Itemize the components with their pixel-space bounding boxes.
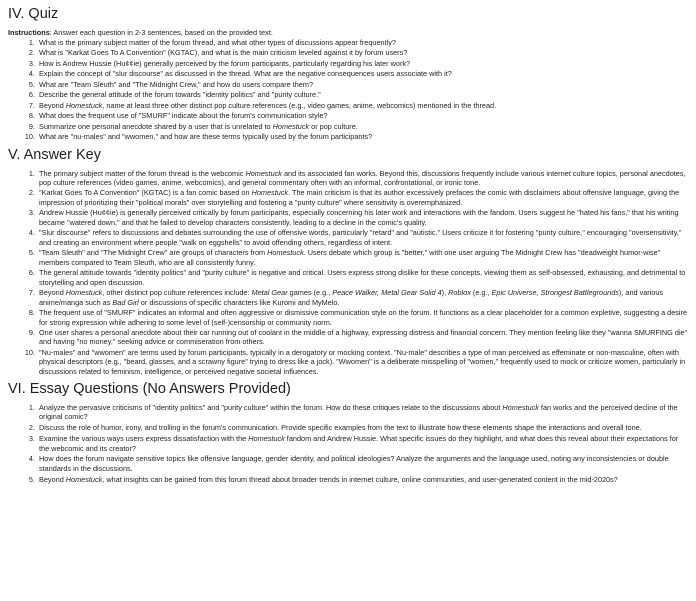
answer-key-list [8,169,690,377]
italic-title: Homestuck [248,433,285,443]
answer-item [37,248,690,267]
italic-title: Peace Walker, Metal Gear Solid 4 [332,287,442,297]
text-segment: fan works and the perceived decline of the original comic? [39,402,678,422]
text-segment: Examine the various ways users express dissatisfaction with the [39,433,249,443]
text-segment: ), and various anime/manga such as [39,287,664,307]
italic-title: Epic Universe, Strongest Battlegrounds [491,287,619,297]
italic-title: Bad Girl [112,297,139,307]
text-segment: Beyond [39,474,66,484]
text-segment: (e.g., [470,287,492,297]
answer-item: 6. The general attitude towards "identity politics" and "purity culture" is negative and critical. Users express strong dislike for these concepts, viewing them as self-obsessed, exhausting, and detrimental to storytelling and open discussion. [37,268,690,287]
quiz-instructions [8,28,690,38]
quiz-question-list [8,38,690,143]
text-segment: Beyond [39,100,66,110]
italic-title: Homestuck [65,287,103,297]
text-segment: . Users debate which group is "better," with one user arguing The Midnight Crew has "deadweight humor-wise" members compared to Team Sleuth, who are all consistently funny. [39,248,661,267]
quiz-question: 8. What does the frequent use of "SMURF" indicate about the forum's communication style? [37,111,690,122]
text-segment: Analyze the pervasive criticisms of "identity politics" and "purity culture" within the forum. How do these critiques relate to the discussions about [39,402,503,412]
quiz-question [37,101,690,112]
text-segment: The primary subject matter of the forum thread is the webcomic [39,168,246,178]
text-segment: "Karkat Goes To A Convention" (KGTAC) is a fan comic based on [39,188,252,198]
answer-key-heading: V. Answer Key [8,146,101,163]
instructions-label: Instructions [8,28,50,37]
text-segment: ), [441,287,449,297]
text-segment: and its associated fan works. Beyond this, discussions frequently include various internet culture topics, personal anecdotes, pop culture references (video games, anime, webcomics), and general commentary often with an informal, confrontational, or ironic tone. [39,168,686,188]
quiz-question: 10. What are "nu-males" and "wwomen," and how are these terms typically used by the forum participants? [37,132,690,143]
answer-item [37,288,690,307]
text-segment: "Team Sleuth" and "The Midnight Crew" are groups of characters from [39,248,268,258]
italic-title: Roblox [448,287,471,297]
quiz-question: 6. Describe the general attitude of the forum towards "identity politics" and "purity culture." [37,90,690,101]
text-segment: or discussions of specific characters like Kuromi and MyMelo. [138,297,340,307]
italic-title: Homestuck [245,168,282,178]
italic-title: Homestuck [65,100,103,110]
answer-key-section [8,147,690,377]
essay-section [8,381,690,485]
essay-question: 2. Discuss the role of humor, irony, and trolling in the forum's communication. Provide specific examples from the text to illustrate how these elements shape the interactions and overall tone. [37,423,690,433]
text-segment: , other distinct pop culture references include: [102,287,252,297]
essay-question: 4. How does the forum navigate sensitive topics like offensive language, gender identity, and political ideologies? Analyze the arguments and the language used, noting any inconsistencies or double standards in the discussions. [37,454,690,473]
italic-title: Homestuck [502,402,539,412]
essay-question-list [8,403,690,485]
instructions-text: : Answer each question in 2-3 sentences, based on the provided text. [49,28,273,37]
answer-item: 4. "Slur discourse" refers to discussions and debates surrounding the use of offensive words, particularly "retard" and "autistic." Users criticize it for fostering "purity culture," encouraging "oversensitivity," and creating an environment where people "walk on eggshells" to avoid offending others, regardless of intent. [37,228,690,247]
italic-title: Homestuck [251,188,289,198]
quiz-question: 4. Explain the concept of "slur discourse" as discussed in the thread. What are the negative consequences users associate with it? [37,69,690,80]
text-segment: or pop culture. [309,121,358,131]
answer-item [37,169,690,188]
quiz-question: 5. What are "Team Sleuth" and "The Midnight Crew," and how do users compare them? [37,80,690,91]
essay-question [37,434,690,453]
quiz-question: 2. What is "Karkat Goes To A Convention" (KGTAC), and what is the main criticism leveled against it by forum users? [37,48,690,59]
essay-question [37,403,690,422]
text-segment: Summarize one personal anecdote shared by a user that is unrelated to [39,121,273,131]
italic-title: Homestuck [65,474,103,484]
text-segment: , name at least three other distinct pop culture references (e.g., video games, anime, webcomics) mentioned in the thread. [102,100,497,110]
text-segment: Beyond [39,287,66,297]
quiz-question: 1. What is the primary subject matter of the forum thread, and what other types of discussions appear frequently? [37,38,690,49]
quiz-question [37,122,690,133]
quiz-section [8,6,690,143]
text-segment: . The main criticism is that its author excessively prefaces the comic with disclaimers about offensive language, giving the impression of prioritizing their "political morals" over storytelling and fostering a "purity culture" where sensitivity is overemphasized. [39,188,680,208]
text-segment: games (e.g., [287,287,333,297]
italic-title: Homestuck [272,121,310,131]
answer-item: 10. "Nu-males" and "wwomen" are terms used by forum participants, typically in a derogatory or mocking context. "Nu-male" describes a type of man perceived as effeminate or non-masculine, often with physical descriptors (e.g., "beard, glasses, and a scrawny figure" trying to dress like a jock). "Wwomen" is a deliberate misspelling of "women," frequently used to mock or criticize women, particularly in discussions related to feminism, intelligence, or perceived negative societal influences. [37,348,690,377]
answer-item: 9. One user shares a personal anecdote about their car running out of coolant in the middle of a highway, expressing distress and financial concern. They mention feeling like they "wanna SMURFING die" and having "no money," seeking advice or commiseration from others. [37,328,690,347]
italic-title: Homestuck [267,248,304,258]
text-segment: fandom and Andrew Hussie. What specific issues do they highlight, and what does this reveal about their expectations for the webcomic and its creator? [39,433,679,453]
essay-question [37,475,690,485]
quiz-heading: IV. Quiz [8,6,59,22]
answer-item [37,188,690,207]
answer-item: 8. The frequent use of "SMURF" indicates an informal and often aggressive or dismissive communication style on the forum. It functions as a clear placeholder for a common expletive, suggesting a desire for strong expression while adhering to some level of (self-)censorship or community norm. [37,308,690,327]
italic-title: Metal Gear [251,287,288,297]
text-segment: , what insights can be gained from this forum thread about broader trends in internet culture, online communities, and user-generated content in the mid-2020s? [102,474,618,484]
answer-item: 3. Andrew Hussie (Hu¢¢ie) is generally perceived critically by forum participants, especially concerning his later work and interactions with the fandom. Users suggest he "hated his fans," that his writing became "watered down," and that he failed to develop characters consistently, leading to a decline in the comic's quality. [37,208,690,227]
essay-heading: VI. Essay Questions (No Answers Provided) [8,380,291,397]
quiz-question: 3. How is Andrew Hussie (Hu¢¢ie) generally perceived by the forum participants, particularly regarding his later work? [37,59,690,70]
